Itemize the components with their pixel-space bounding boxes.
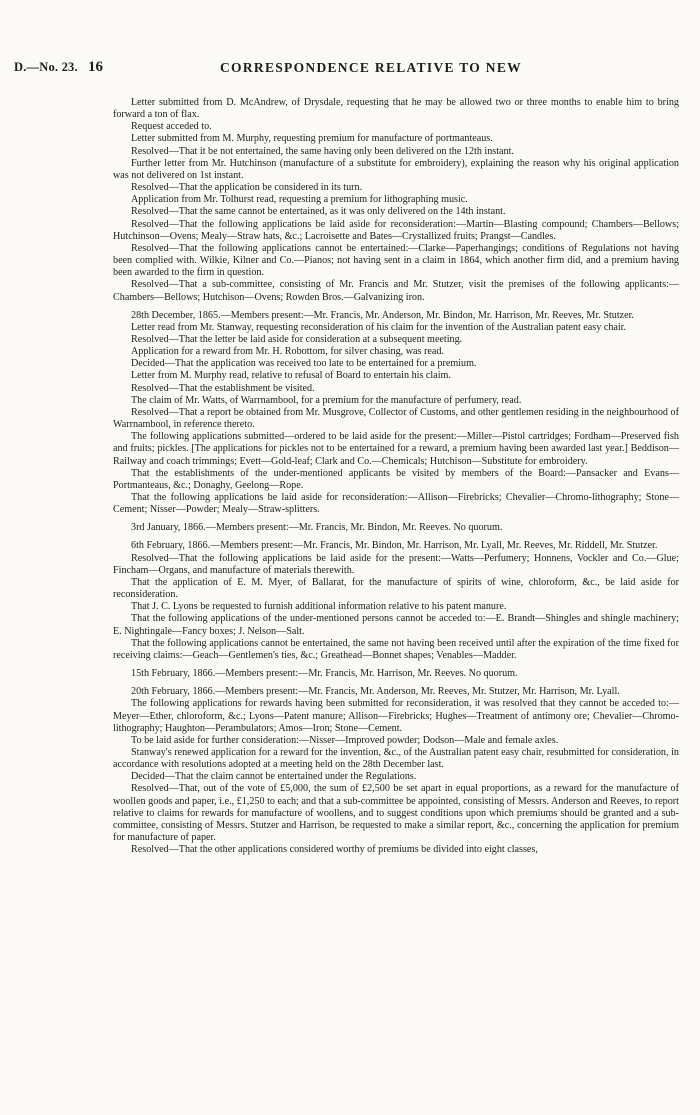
paragraph: That the establishments of the under-mentioned applicants be visited by members of the Board:—Pansacker and Evans—Portmanteaus, &c.; Donaghy, Geelong—Rope. [113, 467, 679, 491]
paragraph: Letter submitted from M. Murphy, requesting premium for manufacture of portmanteaus. [131, 133, 493, 145]
paragraph: That the following applications cannot be entertained, the same not having been received until after the expiration of the time fixed for receiving claims:—Geach—Gentlemen's ties, &c.; Greathead—Bonnet shapes; Venables—Madder. [113, 637, 679, 661]
paragraph: Decided—That the application was received too late to be entertained for a premium. [131, 358, 477, 370]
paragraph: Resolved—That the letter be laid aside for consideration at a subsequent meeting. [131, 333, 463, 345]
paragraph: Resolved—That it be not entertained, the same having only been delivered on the 12th instant. [131, 145, 514, 157]
paragraph: That the following applications of the under-mentioned persons cannot be acceded to:—E. Brandt—Shingles and shingle machinery; E. Nightingale—Fancy boxes; J. Nelson—Salt. [113, 613, 679, 637]
paragraph: Stanway's renewed application for a reward for the invention, &c., of the Australian patent easy chair, resubmitted for consideration, in accordance with resolutions adopted at a meeting held on the 28th December last. [113, 746, 679, 771]
paragraph: Resolved—That the establishment be visited. [131, 382, 315, 394]
paragraph: Resolved—That the following applications be laid aside for the present:—Watts—Perfumery; Honnens, Vockler and Co.—Glue; Fincham—Organs, and manufacture of materials therewith. [113, 552, 679, 576]
meeting-heading: 28th December, 1865.—Members present:—Mr. Francis, Mr. Anderson, Mr. Bindon, Mr. Harrison, Mr. Reeves, Mr. Stutzer. [131, 309, 634, 321]
paragraph: Letter submitted from D. McAndrew, of Drysdale, requesting that he may be allowed two or three months to enable him to bring forward a ton of flax. [113, 97, 679, 121]
meeting-heading: 3rd January, 1866.—Members present:—Mr. Francis, Mr. Bindon, Mr. Reeves. No quorum. [131, 522, 503, 534]
paragraph: Application for a reward from Mr. H. Robottom, for silver chasing, was read. [131, 346, 444, 358]
paragraph: Resolved—That the other applications considered worthy of premiums be divided into eight classes, [131, 844, 538, 856]
paragraph: The following applications for rewards having been submitted for reconsideration, it was resolved that they cannot be acceded to:—Meyer—Ether, chloroform, &c.; Lyons—Patent manure; Allison—Firebricks; Hughes—Treatment of antimony ore; Chevalier—Chromo-lithography; Haughton—Perambulators; Amos—Iron; Stone—Cement. [113, 698, 679, 734]
page-header [0, 60, 700, 80]
paragraph: Application from Mr. Tolhurst read, requesting a premium for lithographing music. [131, 194, 468, 206]
running-title: CORRESPONDENCE RELATIVE TO NEW [220, 60, 522, 75]
paragraph: Resolved—That the application be considered in its turn. [131, 182, 363, 194]
paragraph: The claim of Mr. Watts, of Warrnambool, for a premium for the manufacture of perfumery, read. [131, 394, 522, 406]
document-body [113, 97, 679, 856]
paragraph: Resolved—That a report be obtained from Mr. Musgrove, Collector of Customs, and other gentlemen residing in the neighbourhood of Warrnambool, in reference thereto. [113, 406, 679, 431]
paragraph: Resolved—That a sub-committee, consisting of Mr. Francis and Mr. Stutzer, visit the premises of the following applicants:—Chambers—Bellows; Hutchison—Ovens; Rowden Bros.—Galvanizing iron. [113, 279, 679, 303]
paragraph: Further letter from Mr. Hutchinson (manufacture of a substitute for embroidery), explaining the reason why his original application was not delivered on 1st instant. [113, 157, 679, 181]
meeting-heading: 15th February, 1866.—Members present:—Mr. Francis, Mr. Harrison, Mr. Reeves. No quorum. [131, 668, 518, 680]
paragraph: Resolved—That the following applications cannot be entertained:—Clarke—Paperhangings; conditions of Regulations not having been complied with. Wilkie, Kilner and Co.—Pianos; not having sent in a claim in 1864, which another firm did, and a premium having been awarded to the firm in question. [113, 242, 679, 279]
paragraph: Letter from M. Murphy read, relative to refusal of Board to entertain his claim. [131, 370, 451, 382]
paragraph: Resolved—That the following applications be laid aside for reconsideration:—Martin—Blasting compound; Chambers—Bellows; Hutchinson—Ovens; Mealy—Straw hats, &c.; Lacroisette and Bates—Crystallized fruits; Prangst—Candles. [113, 218, 679, 242]
paragraph: Letter read from Mr. Stanway, requesting reconsideration of his claim for the invention of the Australian patent easy chair. [131, 321, 627, 333]
paragraph: That the application of E. M. Myer, of Ballarat, for the manufacture of spirits of wine, chloroform, &c., be laid aside for reconsideration. [113, 576, 679, 601]
paragraph: Request acceded to. [131, 121, 212, 133]
meeting-heading: 20th February, 1866.—Members present:—Mr. Francis, Mr. Anderson, Mr. Reeves, Mr. Stutzer, Mr. Harrison, Mr. Lyall. [131, 686, 620, 698]
paragraph: That J. C. Lyons be requested to furnish additional information relative to his patent manure. [131, 601, 507, 613]
paragraph: That the following applications be laid aside for reconsideration:—Allison—Firebricks; Chevalier—Chromo-lithography; Stone—Cement; Nisser—Powder; Mealy—Straw-splitters. [113, 492, 679, 516]
document-reference: D.—No. 23. [14, 60, 78, 74]
meeting-heading: 6th February, 1866.—Members present:—Mr. Francis, Mr. Bindon, Mr. Harrison, Mr. Lyall, Mr. Reeves, Mr. Riddell, Mr. Stutzer. [131, 540, 658, 552]
paragraph: Resolved—That, out of the vote of £5,000, the sum of £2,500 be set apart in equal proportions, as a reward for the manufacture of woollen goods and paper, i.e., £1,250 to each; and that a sub-committee be appointed, consisting of Messrs. Anderson and Reeves, to report relative to claims for rewards for manufacture of woollens, and to suggest conditions upon which premiums should be granted and a sub-committee, consisting of Messrs. Stutzer and Harrison, be requested to make a similar report, &c., concerning the application for premium for manufacture of paper. [113, 783, 679, 844]
paragraph: The following applications submitted—ordered to be laid aside for the present:—Miller—Pistol cartridges; Fordham—Preserved fish and fruits; pickles. [The applications for pickles not to be entertained for a reward, a premium having been awarded last year.] Beddison—Railway and coach trimmings; Evett—Gold-leaf; Clark and Co.—Chemicals; Hutchison—Substitute for embroidery. [113, 431, 679, 467]
paragraph: Resolved—That the same cannot be entertained, as it was only delivered on the 14th instant. [131, 206, 506, 218]
page-number: 16 [88, 59, 103, 75]
paragraph: To be laid aside for further consideration:—Nisser—Improved powder; Dodson—Male and female axles. [131, 734, 559, 746]
paragraph: Decided—That the claim cannot be entertained under the Regulations. [131, 771, 417, 783]
